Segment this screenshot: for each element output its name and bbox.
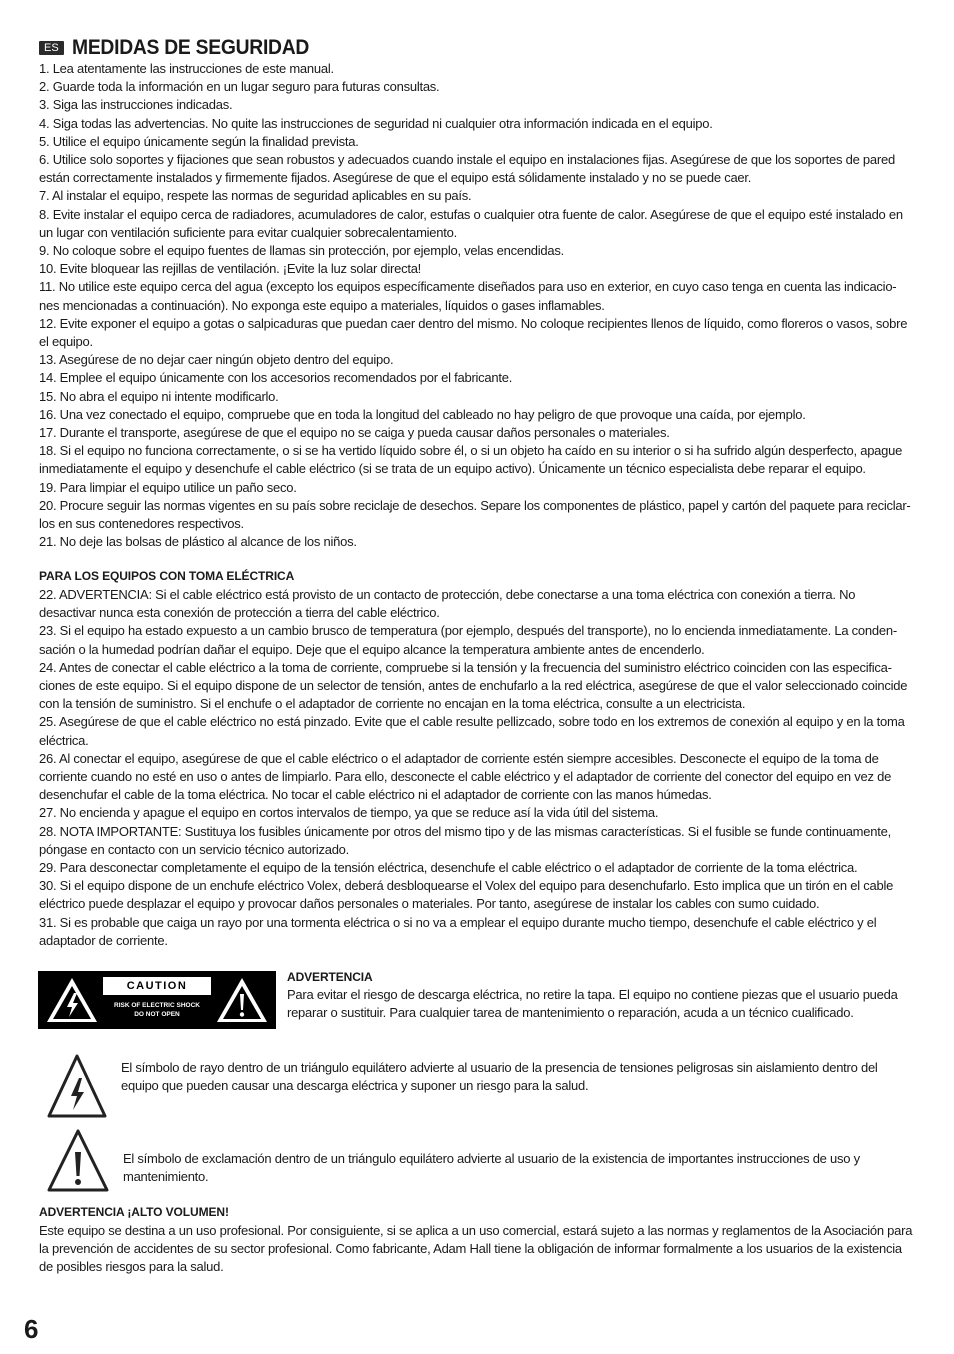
- section-heading-toma: PARA LOS EQUIPOS CON TOMA ELÉCTRICA: [39, 569, 295, 583]
- volume-warning-heading: ADVERTENCIA ¡ALTO VOLUMEN!: [39, 1205, 229, 1219]
- advertencia-text: Para evitar el riesgo de descarga eléctrica, no retire la tapa. El equipo no contiene piezas que el usuario pueda reparar o sustituir. Para cualquier tarea de mantenimiento o reparación, acuda a un técnico cualificado.: [287, 987, 898, 1021]
- list-item: 12. Evite exponer el equipo a gotas o salpicaduras que puedan caer dentro del mismo. No coloque recipientes llenos de líquido, como floreros o vasos, sobre el equipo.: [39, 315, 908, 350]
- list-item: 26. Al conectar el equipo, asegúrese de que el cable eléctrico o el adaptador de corriente estén siempre accesibles. Desconecte el equipo de la toma de corriente cuando no esté en uso o antes de limpiarlo. Para ello, desconecte el cable eléctrico y el adaptador de corriente del conector del equipo en vez de desenchufar el cable de la toma eléctrica. No tocar el cable eléctrico ni el adaptador de corriente con las manos húmedas.: [39, 750, 892, 803]
- toma-list: [39, 586, 915, 950]
- list-item: 22. ADVERTENCIA: Si el cable eléctrico está provisto de un contacto de protección, debe conectarse a una toma eléctrica con conexión a tierra. No desactivar nunca esta conexión de protección a tierra del cable eléctrico.: [39, 587, 856, 621]
- advertencia-block: [287, 968, 907, 1023]
- list-item: 28. NOTA IMPORTANTE: Sustituya los fusibles únicamente por otros del mismo tipo y de las mismas características. Si el fusible se funde continuamente, póngase en contacto con un servicio técnico autorizado.: [39, 823, 891, 857]
- symbol-description: El símbolo de rayo dentro de un triángulo equilátero advierte al usuario de la presencia de tensiones peligrosas sin aislamiento dentro del equipo que pueden causar una descarga eléctrica y suponer un riesgo para la salud.: [121, 1060, 878, 1094]
- list-item: 11. No utilice este equipo cerca del agua (excepto los equipos específicamente diseñados para uso en exterior, en cuyo caso tenga en cuenta las indicacio-nes mencionadas a continuación). No exponga este equipo a materiales, líquidos o gases inflamables.: [39, 279, 897, 313]
- safety-list: [39, 60, 915, 551]
- list-item: 6. Utilice solo soportes y fijaciones que sean robustos y adecuados cuando instale el equipo en instalaciones fijas. Asegúrese de que los soportes de pared están correctamente instalados y firmemente fijados. Asegúrese de que el equipo está sólidamente instalado y no se puede caer.: [39, 152, 895, 186]
- list-item: 17. Durante el transporte, asegúrese de que el equipo no se caiga y pueda causar daños personales o materiales.: [39, 425, 670, 441]
- list-item: 3. Siga las instrucciones indicadas.: [39, 97, 233, 113]
- list-item: 27. No encienda y apague el equipo en cortos intervalos de tiempo, ya que se reduce así la vida útil del sistema.: [39, 805, 659, 821]
- advertencia-heading: ADVERTENCIA: [287, 970, 373, 984]
- list-item: 30. Si el equipo dispone de un enchufe eléctrico Volex, deberá desbloquearse el Volex del equipo para desenchufarlo. Esto implica que un tirón en el cable eléctrico puede desplazar el equipo y provocar daños personales o materiales. Por tanto, asegúrese de instalar los cables con sumo cuidado.: [39, 878, 894, 912]
- caution-subtext-line: DO NOT OPEN: [134, 1011, 180, 1018]
- symbol-description: El símbolo de exclamación dentro de un triángulo equilátero advierte al usuario de la existencia de importantes instrucciones de uso y mantenimiento.: [123, 1151, 860, 1185]
- page-number: 6: [24, 1314, 39, 1344]
- list-item: 7. Al instalar el equipo, respete las normas de seguridad aplicables en su país.: [39, 188, 472, 204]
- caution-label: [38, 971, 276, 1029]
- list-item: 20. Procure seguir las normas vigentes en su país sobre reciclaje de desechos. Separe los componentes de plástico, papel y cartón del paquete para reciclar-los en sus contenedores respectivos.: [39, 497, 911, 532]
- list-item: 13. Asegúrese de no dejar caer ningún objeto dentro del equipo.: [39, 352, 394, 368]
- list-item: 18. Si el equipo no funciona correctamente, o si se ha vertido líquido sobre él, o si un objeto ha caído en su interior o si ha sufrido algún desperfecto, apague inmediatamente el equipo y desenchufe el cable eléctrico (si se trata de un equipo activo). Únicamente un técnico especialista debe reparar el equipo.: [39, 443, 903, 477]
- list-item: 25. Asegúrese de que el cable eléctrico no está pinzado. Evite que el cable resulte pellizcado, sobre todo en los extremos de conexión al equipo y en la toma eléctrica.: [39, 714, 905, 748]
- caution-subtext: [103, 1001, 211, 1019]
- language-badge: ES: [39, 41, 64, 55]
- list-item: 15. No abra el equipo ni intente modificarlo.: [39, 388, 279, 404]
- title-row: [39, 36, 329, 60]
- list-item: 8. Evite instalar el equipo cerca de radiadores, acumuladores de calor, estufas o cualquier otra fuente de calor. Asegúrese de que el equipo esté instalado en un lugar con ventilación suficiente para evitar cualquier sobrecalentamiento.: [39, 206, 903, 240]
- list-item: 4. Siga todas las advertencias. No quite las instrucciones de seguridad ni cualquier otra información indicada en el equipo.: [39, 115, 713, 131]
- list-item: 23. Si el equipo ha estado expuesto a un cambio brusco de temperatura (por ejemplo, después del transporte), no lo encienda inmediatamente. La conden-sación o la humedad podrían dañar el equipo. Deje que el equipo alcance la temperatura ambiente antes de encenderlo.: [39, 623, 897, 657]
- list-item: 31. Si es probable que caiga un rayo por una tormenta eléctrica o si no va a emplear el equipo durante mucho tiempo, desenchufe el cable eléctrico y el adaptador de corriente.: [39, 914, 877, 948]
- exclamation-triangle-icon: [46, 1128, 110, 1194]
- list-item: 10. Evite bloquear las rejillas de ventilación. ¡Evite la luz solar directa!: [39, 261, 422, 277]
- list-item: 14. Emplee el equipo únicamente con los accesorios recomendados por el fabricante.: [39, 370, 513, 386]
- list-item: 29. Para desconectar completamente el equipo de la tensión eléctrica, desenchufe el cable eléctrico o el adaptador de corriente de la toma eléctrica.: [39, 860, 858, 876]
- list-item: 5. Utilice el equipo únicamente según la finalidad prevista.: [39, 133, 359, 149]
- caution-subtext-line: RISK OF ELECTRIC SHOCK: [114, 1002, 200, 1009]
- lightning-triangle-icon: [46, 1052, 108, 1120]
- list-item: 2. Guarde toda la información en un lugar seguro para futuras consultas.: [39, 79, 440, 95]
- exclamation-triangle-icon: [215, 976, 269, 1024]
- list-item: 21. No deje las bolsas de plástico al alcance de los niños.: [39, 534, 357, 550]
- list-item: 9. No coloque sobre el equipo fuentes de llamas sin protección, por ejemplo, velas encendidas.: [39, 243, 565, 259]
- list-item: 24. Antes de conectar el cable eléctrico a la toma de corriente, compruebe si la tensión y la frecuencia del suministro eléctrico coinciden con las especifica-ciones de este equipo. Si el equipo dispone de un selector de tensión, antes de enchufarlo a la red eléctrica, asegúrese de que el valor seleccionado coincide con la tensión de suministro. Si el enchufe o el adaptador de corriente no encajan en la toma eléctrica, consulte a un electricista.: [39, 659, 908, 712]
- caution-label-text: [103, 977, 211, 1019]
- lightning-triangle-icon: [45, 976, 99, 1024]
- page-title: MEDIDAS DE SEGURIDAD: [71, 36, 309, 59]
- list-item: 16. Una vez conectado el equipo, compruebe que en toda la longitud del cableado no hay peligro de que provoque una caída, por ejemplo.: [39, 406, 806, 422]
- list-item: 1. Lea atentamente las instrucciones de este manual.: [39, 61, 334, 76]
- caution-word: CAUTION: [103, 977, 211, 995]
- list-item: 19. Para limpiar el equipo utilice un paño seco.: [39, 479, 297, 495]
- volume-warning-text: Este equipo se destina a un uso profesional. Por consiguiente, si se aplica a un uso comercial, estará sujeto a las normas y reglamentos de la Asociación para la prevención de accidentes de su sector profesional. Como fabricante, Adam Hall tiene la obligación de informar formalmente a los usuarios de la existencia de posibles riesgos para la salud.: [39, 1223, 913, 1275]
